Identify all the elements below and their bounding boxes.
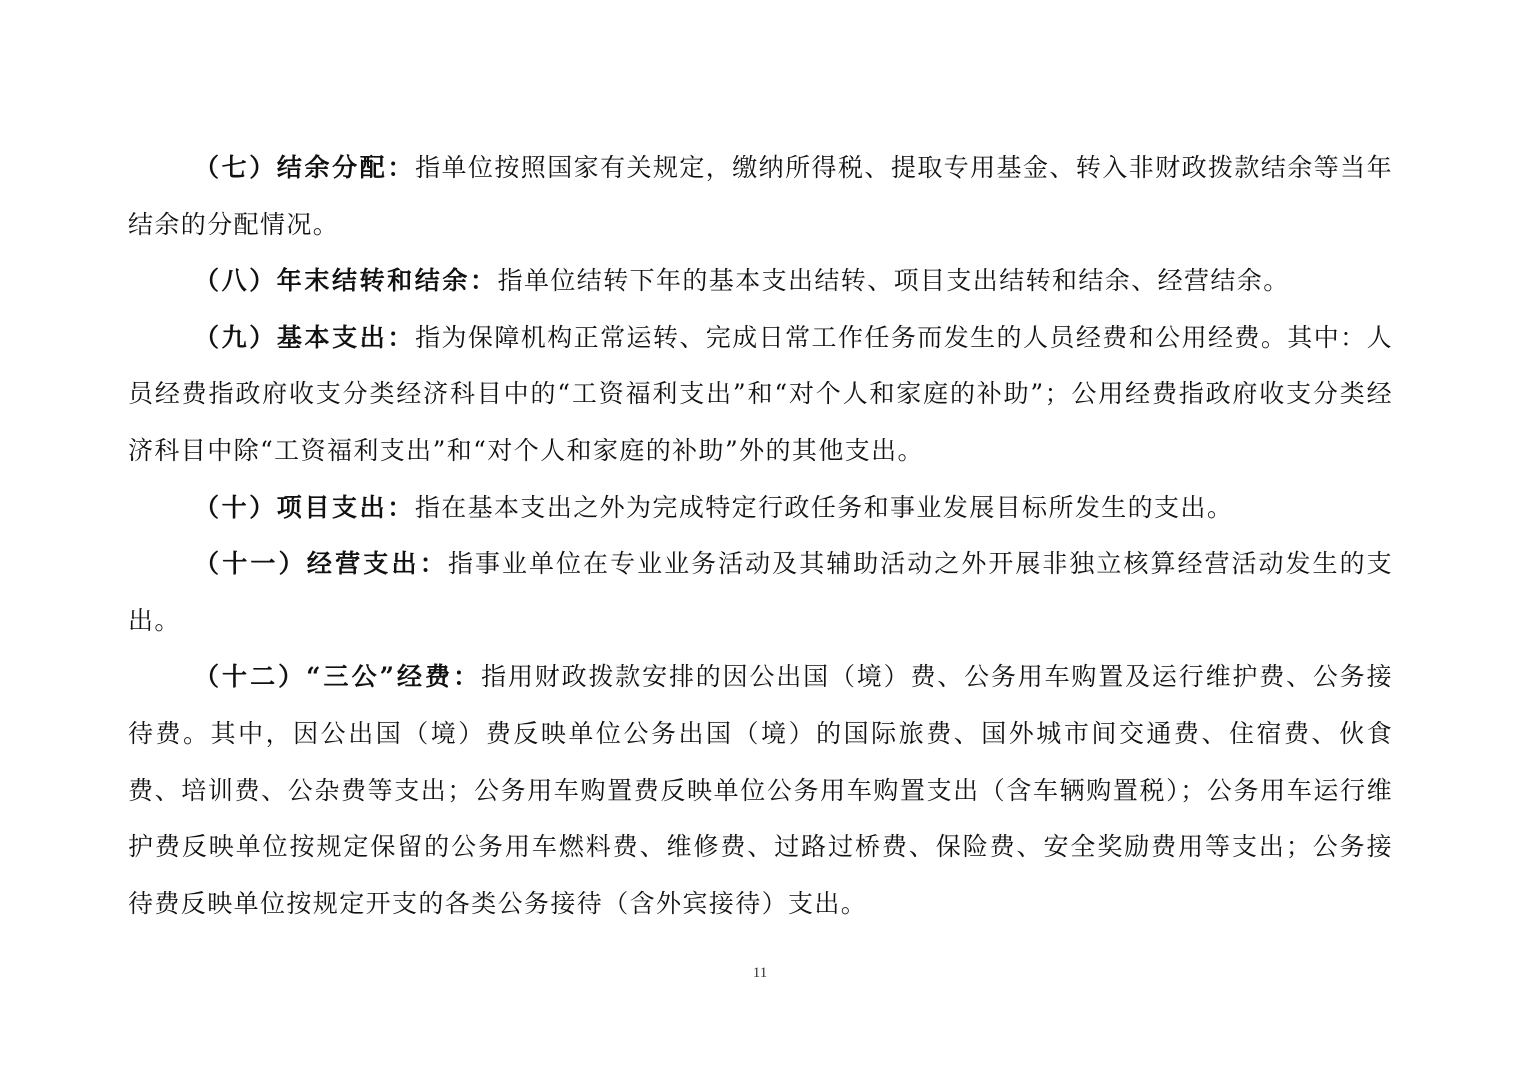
paragraph-surplus-distribution	[128, 140, 1393, 253]
definition-surplus-distribution: 指单位按照国家有关规定，缴纳所得税、提取专用基金、转入非财政拨款结余等当年结余的分配情况。	[128, 153, 1393, 239]
term-operating-expenditure: （十一）经营支出：	[194, 549, 448, 579]
term-three-public-expenses: （十二）“三公”经费：	[194, 662, 482, 692]
document-body	[128, 140, 1393, 932]
paragraph-project-expenditure	[128, 480, 1393, 537]
term-surplus-distribution: （七）结余分配：	[194, 153, 416, 182]
term-basic-expenditure: （九）基本支出：	[194, 322, 416, 352]
term-project-expenditure: （十）项目支出：	[194, 492, 415, 522]
page-number: 11	[752, 965, 768, 981]
definition-year-end-carryover: 指单位结转下年的基本支出结转、项目支出结转和结余、经营结余。	[497, 266, 1290, 296]
paragraph-three-public-expenses	[128, 649, 1393, 932]
definition-project-expenditure: 指在基本支出之外为完成特定行政任务和事业发展目标所发生的支出。	[414, 492, 1234, 522]
definition-basic-expenditure: 指为保障机构正常运转、完成日常工作任务而发生的人员经费和公用经费。其中：人员经费指政府收支分类经济科目中的“工资福利支出”和“对个人和家庭的补助”；公用经费指政府收支分类经济科目中除“工资福利支出”和“对个人和家庭的补助”外的其他支出。	[128, 322, 1393, 465]
definition-operating-expenditure: 指事业单位在专业业务活动及其辅助活动之外开展非独立核算经营活动发生的支出。	[128, 549, 1393, 635]
paragraph-year-end-carryover	[128, 253, 1393, 310]
term-year-end-carryover: （八）年末结转和结余：	[194, 266, 498, 296]
definition-three-public-expenses: 指用财政拨款安排的因公出国（境）费、公务用车购置及运行维护费、公务接待费。其中，因公出国（境）费反映单位公务出国（境）的国际旅费、国外城市间交通费、住宿费、伙食费、培训费、公杂费等支出；公务用车购置费反映单位公务用车购置支出（含车辆购置税）；公务用车运行维护费反映单位按规定保留的公务用车燃料费、维修费、过路过桥费、保险费、安全奖励费用等支出；公务接待费反映单位按规定开支的各类公务接待（含外宾接待）支出。	[128, 662, 1393, 918]
paragraph-basic-expenditure	[128, 310, 1393, 480]
paragraph-operating-expenditure	[128, 536, 1393, 649]
